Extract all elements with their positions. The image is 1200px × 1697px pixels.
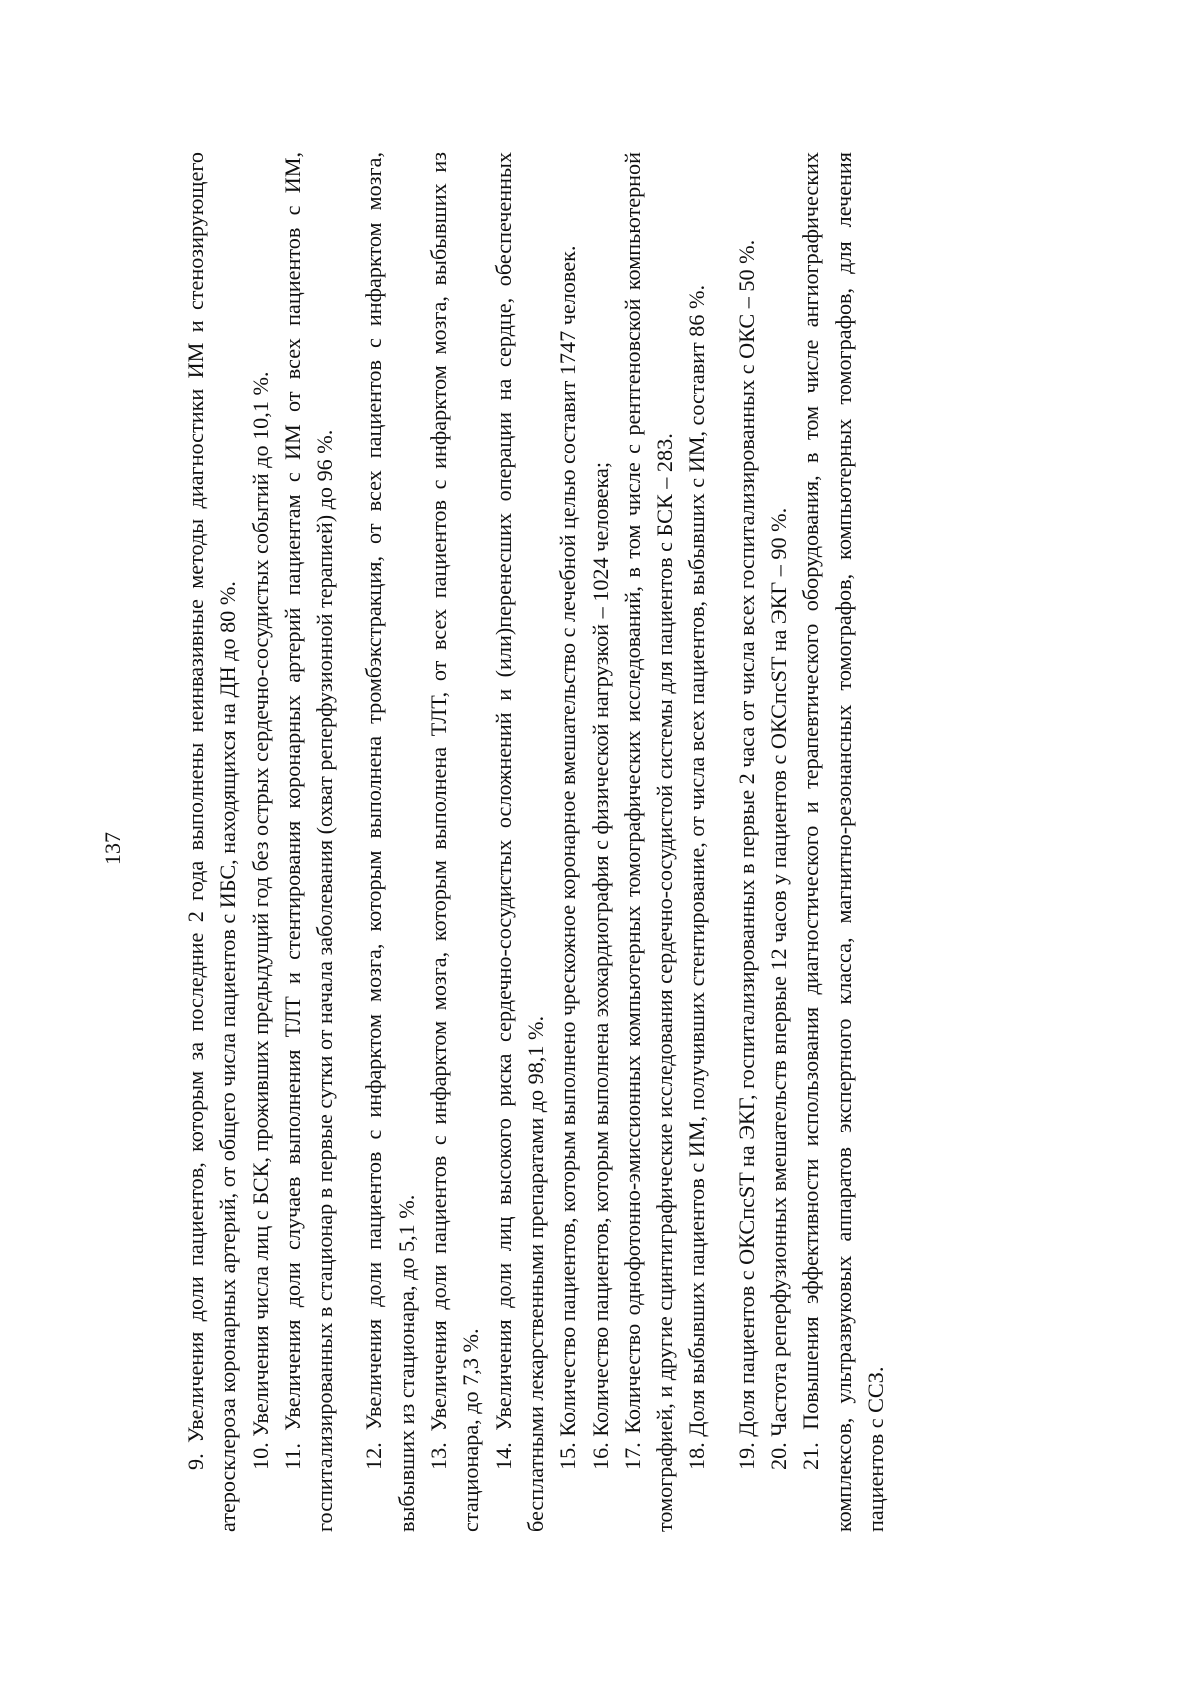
list-item: 20. Частота реперфузионных вмешательств впервые 12 часов у пациентов с ОКСпсST на ЭКГ – 90 %.	[766, 507, 792, 1470]
list-item: 12. Увеличения доли пациентов с инфарктом мозга, которым выполнена тромбэкстракция, от всех пациентов с инфарктом мозга, выбывших из стационара, до 5,1 %.	[361, 152, 419, 1532]
list-item: 16. Количество пациентов, которым выполнена эхокардиография с физической нагрузкой – 1024 человека;	[587, 462, 613, 1470]
list-item: 9. Увеличения доли пациентов, которым за последние 2 года выполнены неинвазивные методы диагностики ИМ и стенозирующего атеросклероза коронарных артерий, от общего числа пациентов с ИБС, находящихся на ДН до 80 %.	[183, 152, 241, 1532]
list-item: 18. Доля выбывших пациентов с ИМ, получивших стентирование, от числа всех пациентов, выбывших с ИМ, составит 86 %.	[684, 284, 710, 1470]
document-body	[180, 152, 892, 1532]
list-item: 21. Повышения эффективности использования диагностического и терапевтического оборудования, в том числе ангиографических комплексов, ультразвуковых аппаратов экспертного класса, магнитно-резонансных томографов, компьютерных томографов, для лечения пациентов с ССЗ.	[798, 152, 888, 1532]
list-item: 17. Количество однофотонно-эмиссионных компьютерных томографических исследований, в том числе с рентгеновской компьютерной томографией, и другие сцинтиграфические исследования сердечно-сосудистой системы для пациентов с БСК – 283.	[619, 152, 678, 1532]
list-item: 15. Количество пациентов, которым выполнено чрескожное коронарное вмешательство с лечебной целью составит 1747 человек.	[555, 245, 581, 1470]
list-item: 19. Доля пациентов с ОКСпсST на ЭКГ, госпитализированных в первые 2 часа от числа всех госпитализированных с ОКС – 50 %.	[733, 239, 759, 1470]
list-item: 10. Увеличения числа лиц с БСК, проживших предыдущий год без острых сердечно-сосудистых событий до 10,1 %.	[247, 371, 273, 1470]
list-item: 11. Увеличения доли случаев выполнения ТЛТ и стентирования коронарных артерий пациентам с ИМ от всех пациентов с ИМ, госпитализированных в стационар в первые сутки от начала заболевания (охват реперфузионной терапией) до 96 %.	[279, 152, 338, 1532]
page-number: 137	[100, 832, 125, 865]
list-item: 13. Увеличения доли пациентов с инфарктом мозга, которым выполнена ТЛТ, от всех пациентов с инфарктом мозга, выбывших из стационара, до 7,3 %.	[426, 152, 484, 1532]
list-item: 14. Увеличения доли лиц высокого риска сердечно-сосудистых осложнений и (или)перенесших операции на сердце, обеспеченных бесплатными лекарственными препаратами до 98,1 %.	[490, 152, 548, 1532]
